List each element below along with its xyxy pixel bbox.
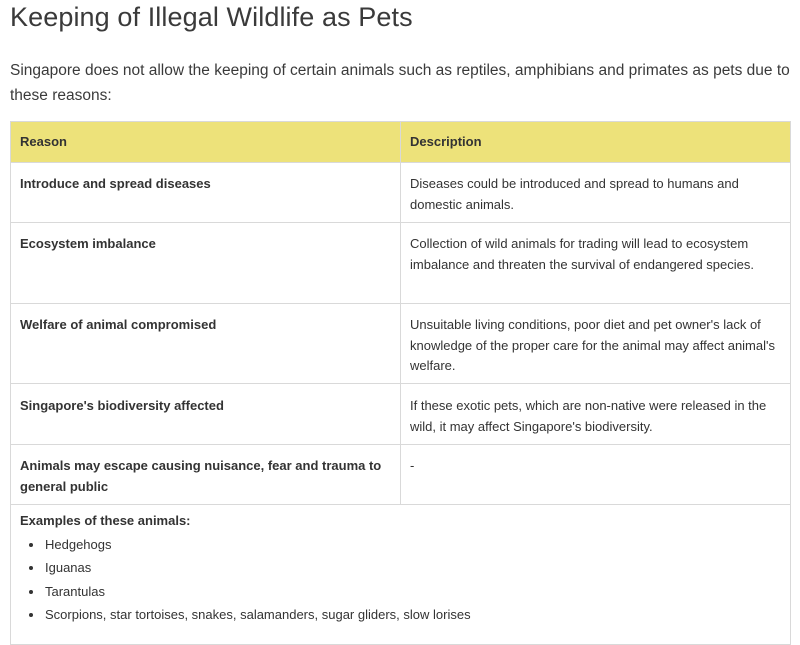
reason-cell: Ecosystem imbalance	[11, 223, 401, 304]
description-cell: Diseases could be introduced and spread to humans and domestic animals.	[401, 163, 791, 223]
table-header-row	[11, 122, 791, 163]
reason-cell: Introduce and spread diseases	[11, 163, 401, 223]
examples-list	[20, 533, 781, 627]
page-title: Keeping of Illegal Wildlife as Pets	[10, 2, 413, 32]
table-row	[11, 304, 791, 384]
list-item: • Tarantulas	[44, 580, 781, 604]
reasons-table	[10, 121, 791, 645]
table-row	[11, 384, 791, 445]
reason-cell: Welfare of animal compromised	[11, 304, 401, 384]
reason-cell: Singapore's biodiversity affected	[11, 384, 401, 445]
description-cell: -	[401, 445, 791, 505]
examples-heading: Examples of these animals:	[20, 513, 191, 528]
table-row	[11, 223, 791, 304]
table-row	[11, 445, 791, 505]
table-row	[11, 163, 791, 223]
list-item: • Iguanas	[44, 556, 781, 580]
list-item: • Scorpions, star tortoises, snakes, salamanders, sugar gliders, slow lorises	[44, 603, 781, 627]
list-item: • Hedgehogs	[44, 533, 781, 557]
description-cell: Collection of wild animals for trading will lead to ecosystem imbalance and threaten the survival of endangered species.	[401, 223, 791, 304]
column-header-description: Description	[401, 122, 791, 163]
examples-cell	[11, 505, 791, 645]
examples-row	[11, 505, 791, 645]
description-cell: Unsuitable living conditions, poor diet and pet owner's lack of knowledge of the proper care for the animal may affect animal's welfare.	[401, 304, 791, 384]
description-cell: If these exotic pets, which are non-native were released in the wild, it may affect Singapore's biodiversity.	[401, 384, 791, 445]
intro-paragraph: Singapore does not allow the keeping of certain animals such as reptiles, amphibians and primates as pets due to these reasons:	[10, 62, 790, 104]
column-header-reason: Reason	[11, 122, 401, 163]
reason-cell: Animals may escape causing nuisance, fear and trauma to general public	[11, 445, 401, 505]
